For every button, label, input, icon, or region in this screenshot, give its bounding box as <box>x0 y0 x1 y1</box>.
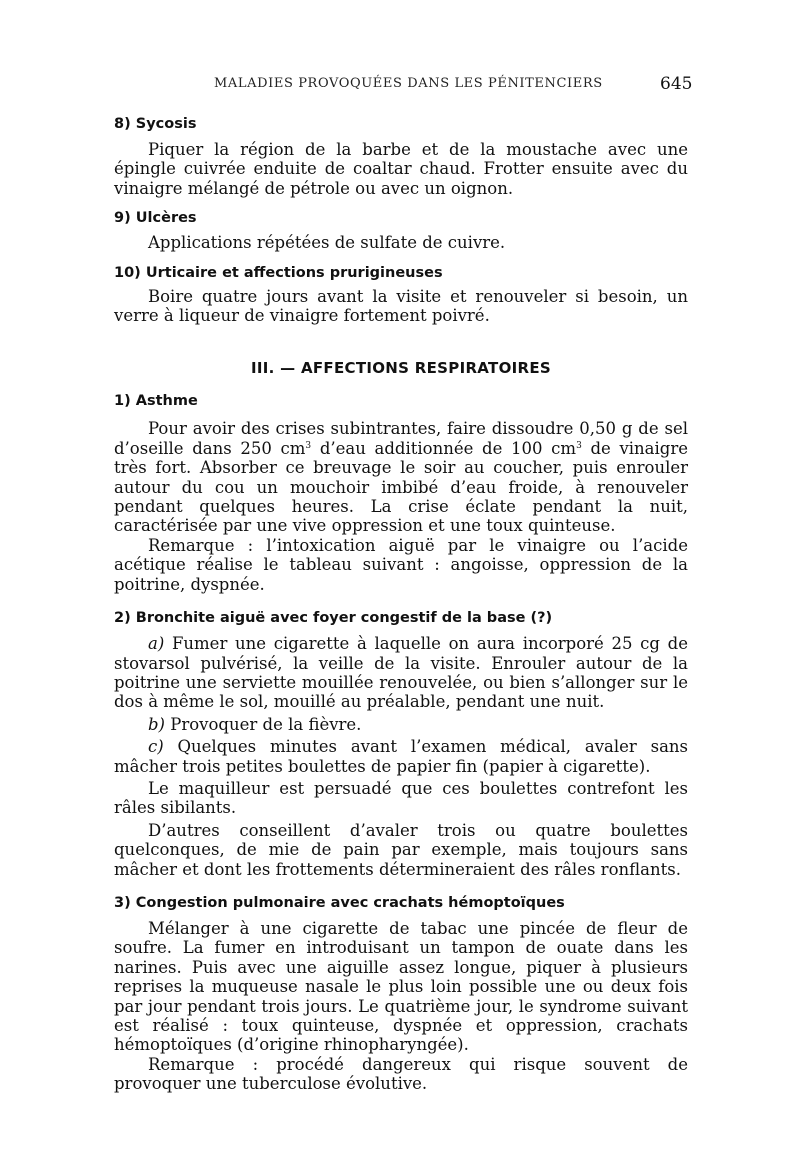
paragraph-bronchite-a: a) Fumer une cigarette à laquelle on aura incorporé 25 cg de stovarsol pulvérisé, la veille de la visite. Enrouler autour de la poitrine une serviette mouillée renouvelée, ou bien s’allonger sur le dos à même le sol, mouillé au préalable, pendant une nuit. <box>114 634 688 712</box>
paragraph-asthme-remarque: Remarque : l’intoxication aiguë par le vinaigre ou l’acide acétique réalise le tableau suivant : angoisse, oppression de la poitrine, dyspnée. <box>114 535 688 594</box>
heading-asthme: 1) Asthme <box>114 393 198 410</box>
paragraph-ulceres: Applications répétées de sulfate de cuivre. <box>148 233 506 253</box>
paragraph-congestion-1: Mélanger à une cigarette de tabac une pincée de fleur de soufre. La fumer en introduisant un tampon de ouate dans les narines. Puis avec une aiguille assez longue, piquer à plusieurs reprises la muqueuse nasale le plus loin possible une ou deux fois par jour pendant trois jours. Le quatrième jour, le syndrome suivant est réalisé : toux quinteuse, dyspnée et oppression, crachats hémoptoïques (d’origine rhinopharyngée). <box>114 918 688 1055</box>
paragraph-asthme-1: Pour avoir des crises subintrantes, faire dissoudre 0,50 g de sel d’oseille dans 250 $cm^3$ d’eau additionnée de 100 $cm^3$ de vinaigre très fort. Absorber ce breuvage le soir au coucher, puis enrouler autour du cou un mouchoir imbibé d’eau froide, à renouveler pendant quelques heures. La crise éclate pendant la nuit, caractérisée par une vive oppression et une toux quinteuse. <box>114 419 688 536</box>
page-number: 645 <box>660 74 693 94</box>
heading-congestion: 3) Congestion pulmonaire avec crachats hémoptoïques <box>114 894 565 911</box>
paragraph-congestion-remarque: Remarque : procédé dangereux qui risque souvent de provoquer une tuberculose évolutive. <box>114 1054 688 1094</box>
heading-ulceres: 9) Ulcères <box>114 210 197 227</box>
section-title: III. — AFFECTIONS RESPIRATOIRES <box>250 359 552 378</box>
paragraph-bronchite-5: D’autres conseillent d’avaler trois ou quatre boulettes quelconques, de mie de pain par exemple, mais toujours sans mâcher et dont les frottements détermineraient des râles ronflants. <box>114 820 688 879</box>
heading-bronchite: 2) Bronchite aiguë avec foyer congestif de la base (?) <box>114 610 553 627</box>
paragraph-bronchite-b: b) Provoquer de la fièvre. <box>148 714 362 734</box>
paragraph-sycosis: Piquer la région de la barbe et de la moustache avec une épingle cuivrée enduite de coaltar chaud. Frotter ensuite avec du vinaigre mélangé de pétrole ou avec un oignon. <box>114 140 688 198</box>
heading-urticaire: 10) Urticaire et affections prurigineuses <box>114 264 443 281</box>
heading-sycosis: 8) Sycosis <box>114 116 197 132</box>
paragraph-bronchite-4: Le maquilleur est persuadé que ces boulettes contrefont les râles sibilants. <box>114 778 688 818</box>
paragraph-urticaire: Boire quatre jours avant la visite et renouveler si besoin, un verre à liqueur de vinaigre fortement poivré. <box>114 286 688 326</box>
running-header: MALADIES PROVOQUÉES DANS LES PÉNITENCIERS <box>214 76 603 91</box>
paragraph-bronchite-c: c) Quelques minutes avant l’examen médical, avaler sans mâcher trois petites boulettes de papier fin (papier à cigarette). <box>114 737 688 776</box>
page-body <box>114 112 688 1094</box>
